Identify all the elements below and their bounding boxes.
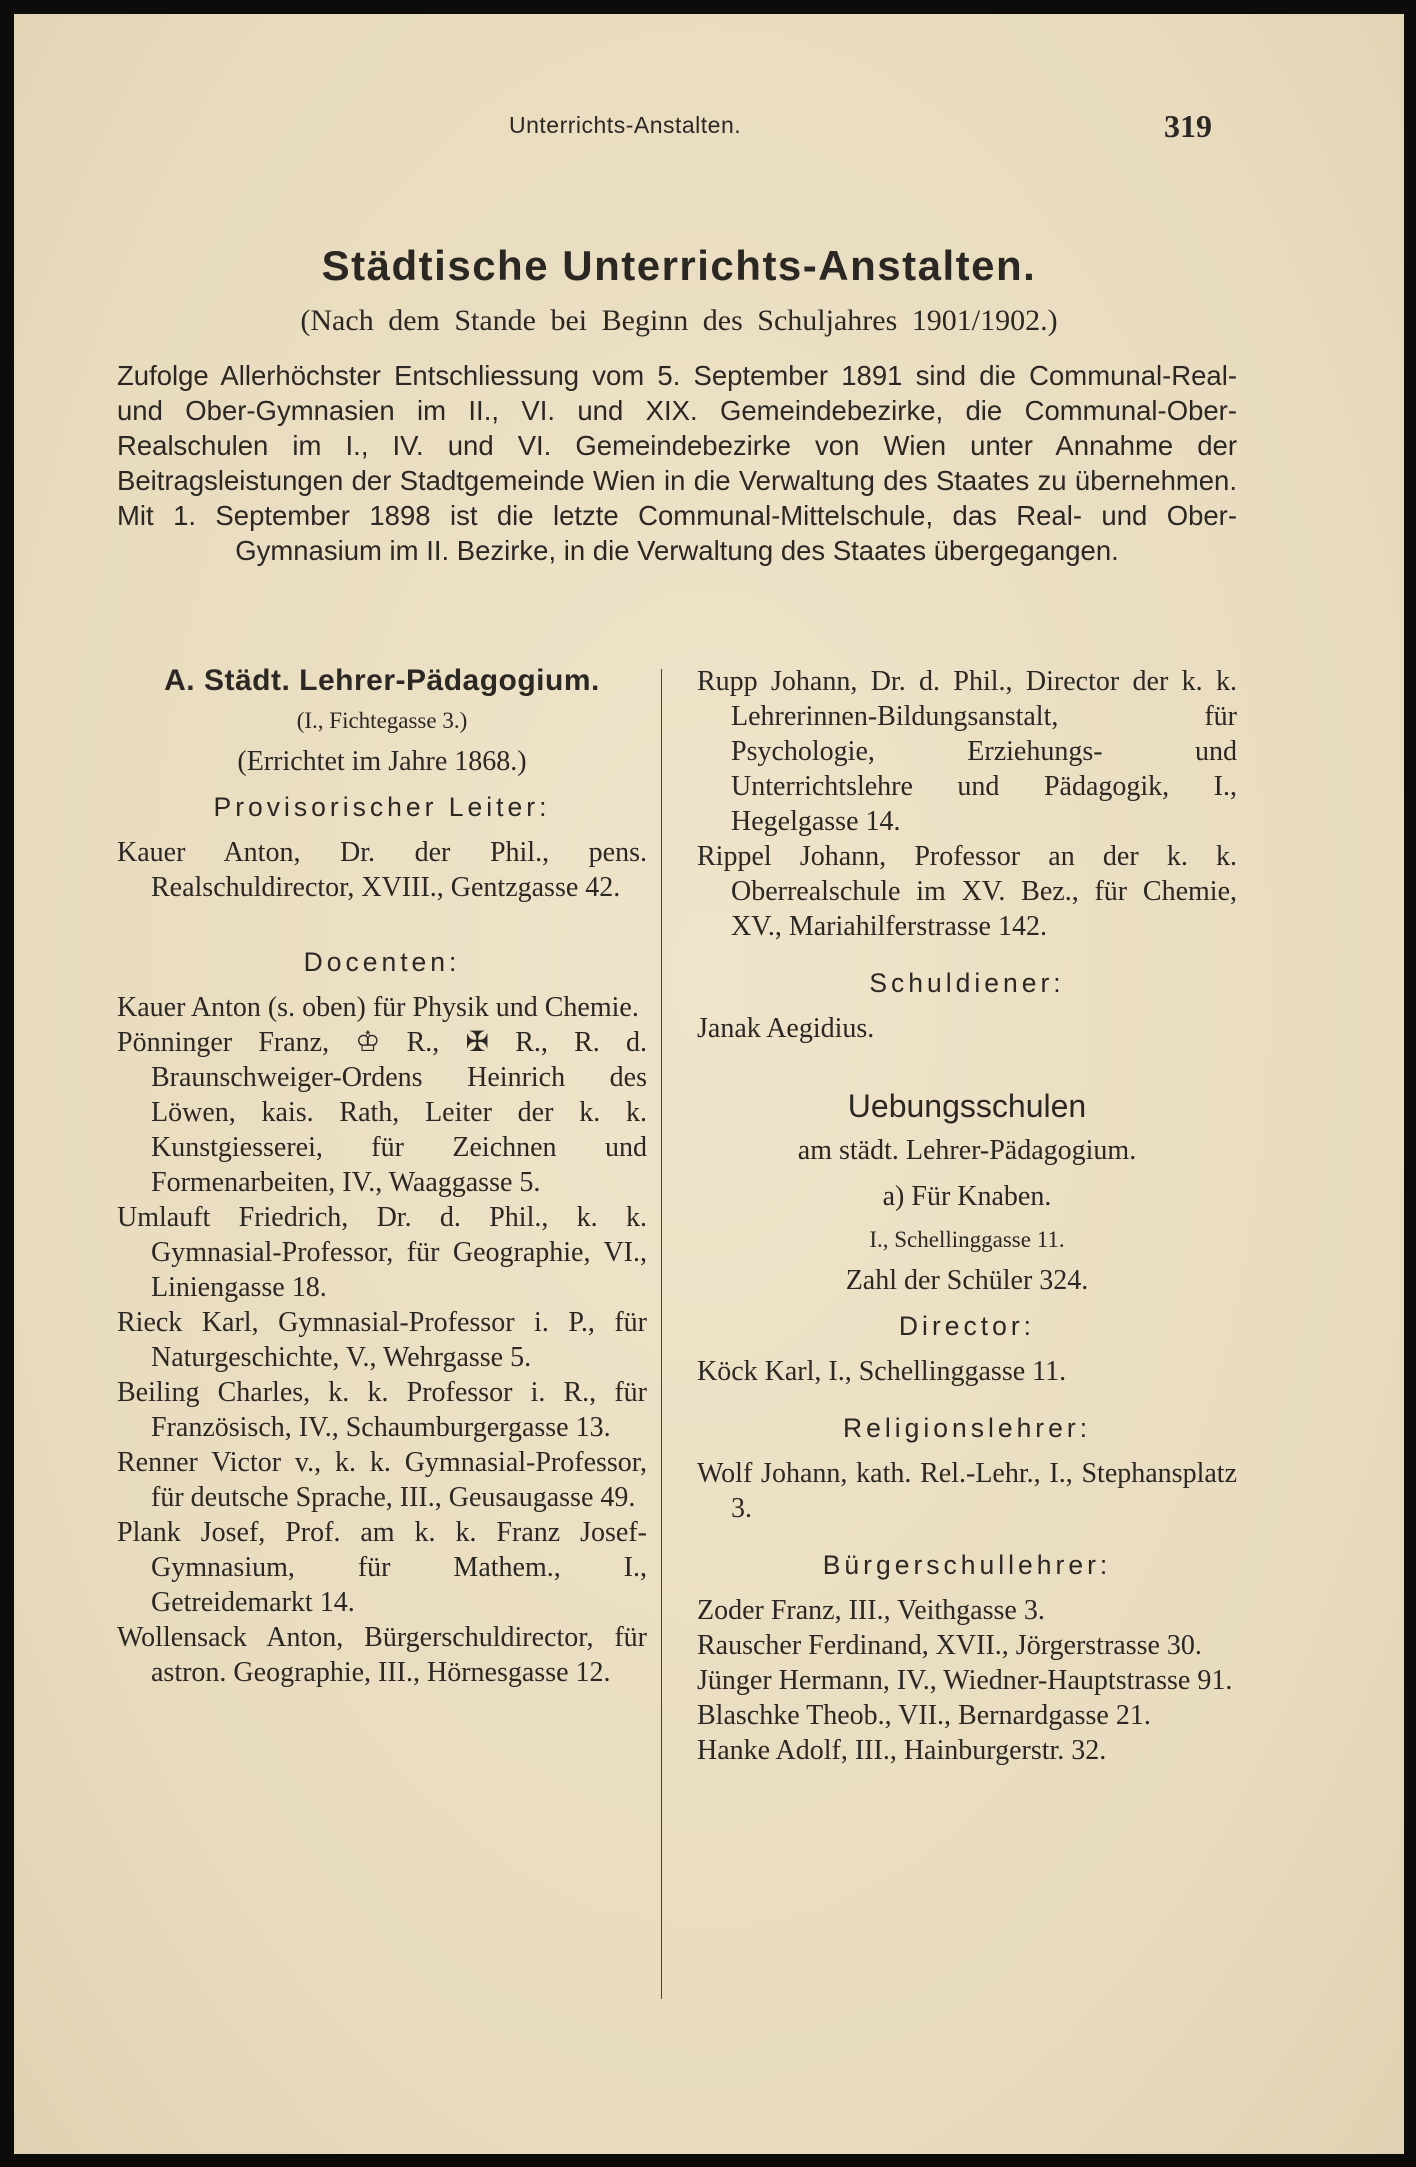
book-page — [14, 14, 1404, 2154]
docent-entry: Rippel Johann, Professor an der k. k. Oberrealschule im XV. Bez., für Chemie, XV., Mariahilferstrasse 142. — [697, 841, 1237, 942]
docenten-heading: Docenten: — [303, 947, 461, 977]
docent-entry: Umlauft Friedrich, Dr. d. Phil., k. k. Gymnasial-Professor, für Geographie, VI., Liniengasse 18. — [117, 1202, 647, 1303]
buerger-entry: Jünger Hermann, IV., Wiedner-Hauptstrasse 91. — [697, 1665, 1233, 1696]
buerger-heading: Bürgerschullehrer: — [822, 1550, 1112, 1580]
buerger-entry: Zoder Franz, III., Veithgasse 3. — [697, 1595, 1045, 1626]
page-number: 319 — [1164, 108, 1212, 144]
page-title: Städtische Unterrichts-Anstalten. — [321, 242, 1037, 289]
director-heading: Director: — [898, 1311, 1036, 1341]
section-address: (I., Fichtegasse 3.) — [296, 708, 468, 733]
docent-entry: Beiling Charles, k. k. Professor i. R., für Französisch, IV., Schaumburgergasse 13. — [117, 1377, 647, 1443]
leiter-entry: Kauer Anton, Dr. der Phil., pens. Realschuldirector, XVIII., Gentzgasse 42. — [117, 837, 647, 903]
schuldiener-heading: Schuldiener: — [869, 968, 1065, 998]
docent-entry: Wollensack Anton, Bürgerschuldirector, für astron. Geographie, III., Hörnesgasse 12. — [117, 1622, 647, 1688]
left-column — [117, 664, 647, 1690]
buerger-entry: Rauscher Ferdinand, XVII., Jörgerstrasse 30. — [697, 1630, 1202, 1661]
knaben-address: I., Schellinggasse 11. — [869, 1227, 1065, 1252]
founded-note: (Errichtet im Jahre 1868.) — [237, 746, 527, 777]
right-column — [697, 664, 1237, 1768]
leiter-heading: Provisorischer Leiter: — [213, 792, 551, 822]
uebungsschulen-subheading: am städt. Lehrer-Pädagogium. — [797, 1135, 1137, 1166]
running-head: Unterrichts-Anstalten. — [509, 112, 742, 138]
religion-heading: Religionslehrer: — [842, 1413, 1092, 1443]
buerger-entry: Blaschke Theob., VII., Bernardgasse 21. — [697, 1700, 1151, 1731]
docent-entry: Kauer Anton (s. oben) für Physik und Chemie. — [117, 992, 639, 1023]
director-entry: Köck Karl, I., Schellinggasse 11. — [697, 1356, 1067, 1387]
buerger-entry: Hanke Adolf, III., Hainburgerstr. 32. — [697, 1735, 1107, 1766]
column-divider — [661, 669, 662, 1999]
knaben-heading: a) Für Knaben. — [882, 1181, 1052, 1212]
docent-entry: Rieck Karl, Gymnasial-Professor i. P., für Naturgeschichte, V., Wehrgasse 5. — [117, 1307, 647, 1373]
docent-entry: Pönninger Franz, ♔ R., ✠ R., R. d. Braunschweiger-Ordens Heinrich des Löwen, kais. Rath, Leiter der k. k. Kunstgiesserei, für Zeichnen und Formenarbeiten, IV., Waaggasse 5. — [117, 1027, 647, 1198]
intro-paragraph: Zufolge Allerhöchster Entschliessung vom 5. September 1891 sind die Communal-Real- und Ober-Gymnasien im II., VI. und XIX. Gemeindebezirke, die Communal-Ober-Realschulen im I., IV. und VI. Gemeindebezirke von Wien unter Annahme der Beitragsleistungen der Stadtgemeinde Wien in die Verwaltung des Staates zu übernehmen. Mit 1. September 1898 ist die letzte Communal-Mittelschule, das Real- und Ober-Gymnasium im II. Bezirke, in die Verwaltung des Staates übergegangen. — [117, 360, 1237, 566]
uebungsschulen-heading: Uebungsschulen — [847, 1088, 1087, 1124]
religion-entry: Wolf Johann, kath. Rel.-Lehr., I., Stephansplatz 3. — [697, 1458, 1237, 1524]
docent-entry: Rupp Johann, Dr. d. Phil., Director der k. k. Lehrerinnen-Bildungsanstalt, für Psychologie, Erziehungs- und Unterrichtslehre und Pädagogik, I., Hegelgasse 14. — [697, 666, 1237, 837]
docent-entry: Renner Victor v., k. k. Gymnasial-Professor, für deutsche Sprache, III., Geusaugasse 49. — [117, 1447, 647, 1513]
schueler-count: Zahl der Schüler 324. — [845, 1265, 1089, 1296]
schuldiener-entry: Janak Aegidius. — [697, 1013, 875, 1044]
section-heading: A. Städt. Lehrer-Pädagogium. — [164, 664, 600, 697]
subtitle: (Nach dem Stande bei Beginn des Schuljahres 1901/1902.) — [300, 304, 1058, 337]
docent-entry: Plank Josef, Prof. am k. k. Franz Josef-Gymnasium, für Mathem., I., Getreidemarkt 14. — [117, 1517, 647, 1618]
